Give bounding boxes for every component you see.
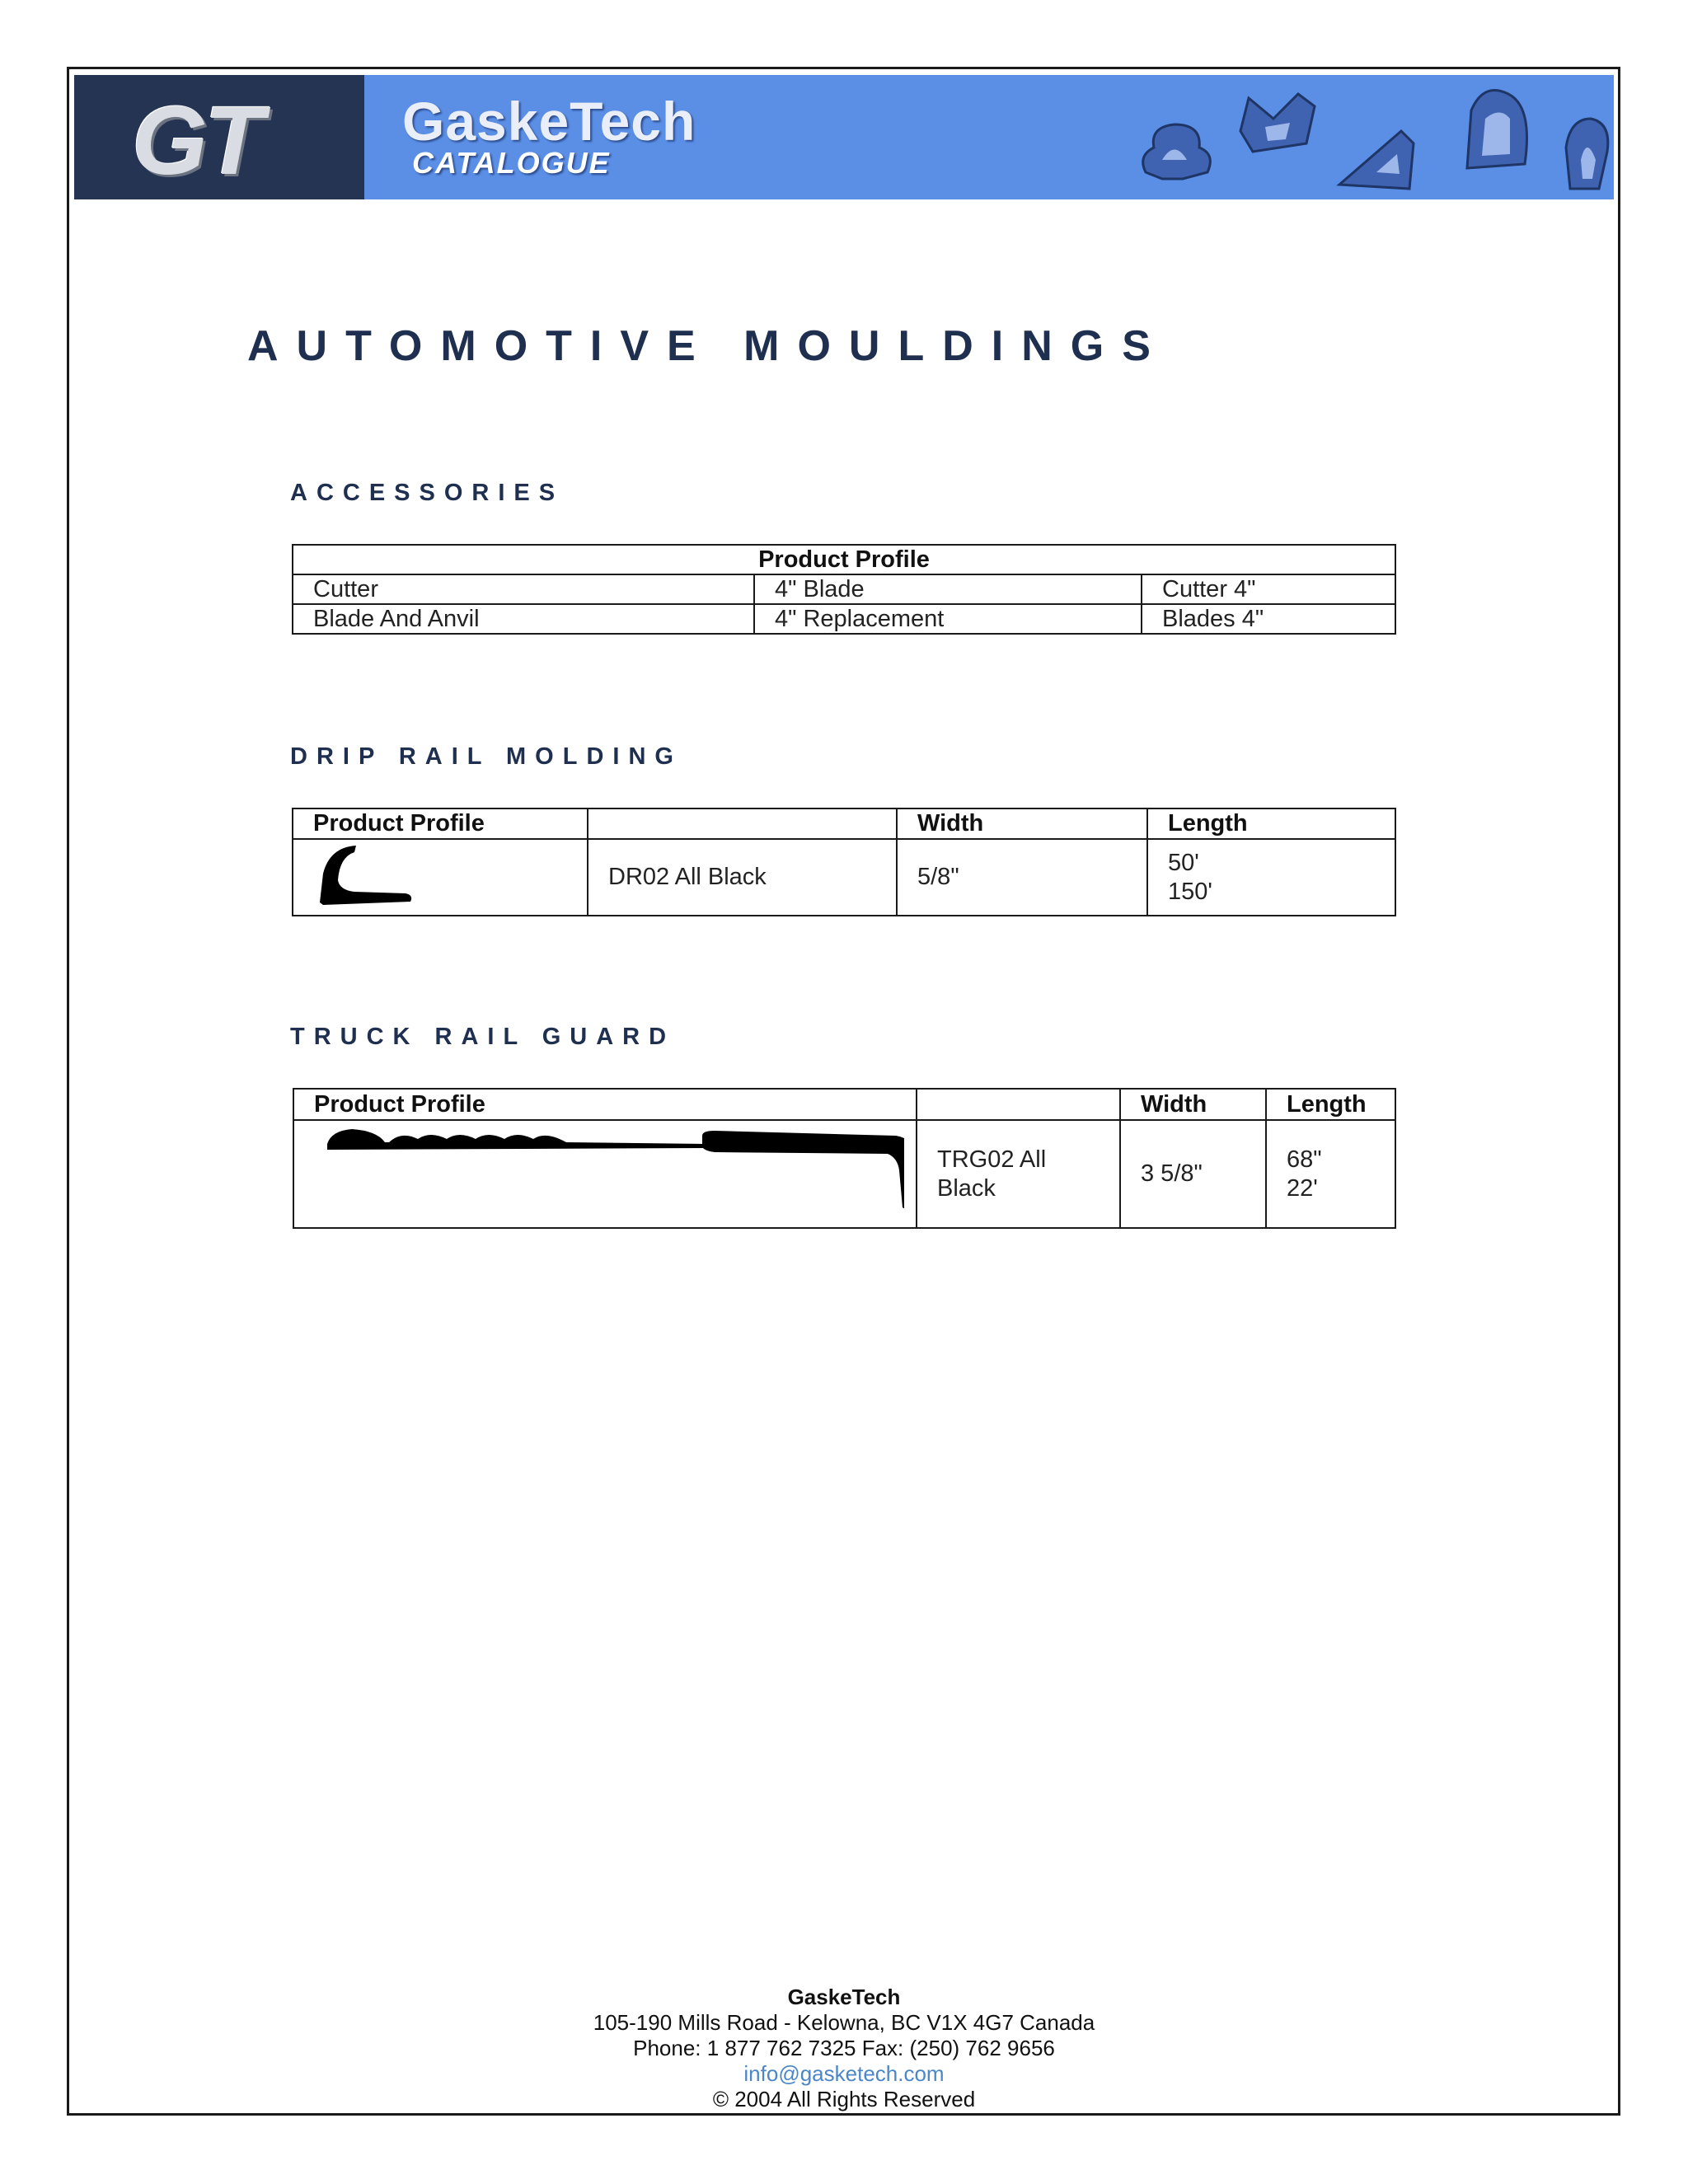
gt-logo bbox=[74, 75, 364, 199]
column-header: Width bbox=[897, 808, 1147, 839]
footer-copyright: © 2004 All Rights Reserved bbox=[712, 2087, 976, 2111]
footer-phone: Phone: 1 877 762 7325 Fax: (250) 762 9656 bbox=[633, 2036, 1055, 2060]
product-lengths: 50' 150' bbox=[1147, 839, 1395, 916]
profile-cell bbox=[293, 839, 588, 916]
column-header: Length bbox=[1147, 808, 1395, 839]
section-heading-accessories: ACCESSORIES bbox=[290, 480, 565, 506]
product-name: TRG02 All Black bbox=[917, 1120, 1120, 1228]
drip-rail-profile-icon bbox=[313, 841, 420, 907]
brand-subtitle: CATALOGUE bbox=[412, 146, 611, 180]
accessories-header: Product Profile bbox=[293, 545, 1395, 574]
truck-rail-guard-profile-icon bbox=[327, 1121, 904, 1220]
accessories-table bbox=[292, 544, 1396, 635]
gt-logo-text: GT bbox=[132, 87, 260, 195]
column-header: Product Profile bbox=[293, 808, 588, 839]
drip-rail-table bbox=[292, 808, 1396, 916]
catalogue-banner bbox=[74, 75, 1614, 199]
column-header bbox=[917, 1089, 1120, 1120]
table-row bbox=[293, 1120, 1395, 1228]
table-cell: Blades 4" bbox=[1142, 604, 1395, 634]
page-title: AUTOMOTIVE MOULDINGS bbox=[247, 322, 1169, 370]
table-row bbox=[293, 604, 1395, 634]
table-cell: Cutter 4" bbox=[1142, 574, 1395, 604]
table-row bbox=[293, 574, 1395, 604]
table-cell: Blade And Anvil bbox=[293, 604, 754, 634]
table-row bbox=[293, 839, 1395, 916]
section-heading-truck-rail: TRUCK RAIL GUARD bbox=[290, 1024, 676, 1050]
product-name: DR02 All Black bbox=[588, 839, 897, 916]
u-seal-icon bbox=[1240, 94, 1315, 152]
gasket-profiles-illustration bbox=[1137, 82, 1614, 197]
footer-email-link[interactable]: info@gasketech.com bbox=[743, 2061, 945, 2086]
brand-name: GaskeTech bbox=[402, 91, 696, 152]
footer-company: GaskeTech bbox=[787, 1985, 901, 2009]
product-lengths: 68" 22' bbox=[1266, 1120, 1395, 1228]
wedge-seal-icon bbox=[1339, 131, 1414, 189]
column-header: Width bbox=[1120, 1089, 1266, 1120]
table-cell: 4" Replacement bbox=[754, 604, 1142, 634]
footer-address: 105-190 Mills Road - Kelowna, BC V1X 4G7 Canada bbox=[593, 2010, 1095, 2035]
column-header: Length bbox=[1266, 1089, 1395, 1120]
section-heading-drip-rail: DRIP RAIL MOLDING bbox=[290, 743, 682, 770]
truck-rail-table bbox=[293, 1088, 1396, 1229]
table-cell: Cutter bbox=[293, 574, 754, 604]
column-header bbox=[588, 808, 897, 839]
table-cell: 4" Blade bbox=[754, 574, 1142, 604]
column-header: Product Profile bbox=[293, 1089, 917, 1120]
product-width: 3 5/8" bbox=[1120, 1120, 1266, 1228]
profile-cell bbox=[293, 1120, 917, 1228]
page-footer bbox=[0, 1985, 1688, 2112]
product-width: 5/8" bbox=[897, 839, 1147, 916]
